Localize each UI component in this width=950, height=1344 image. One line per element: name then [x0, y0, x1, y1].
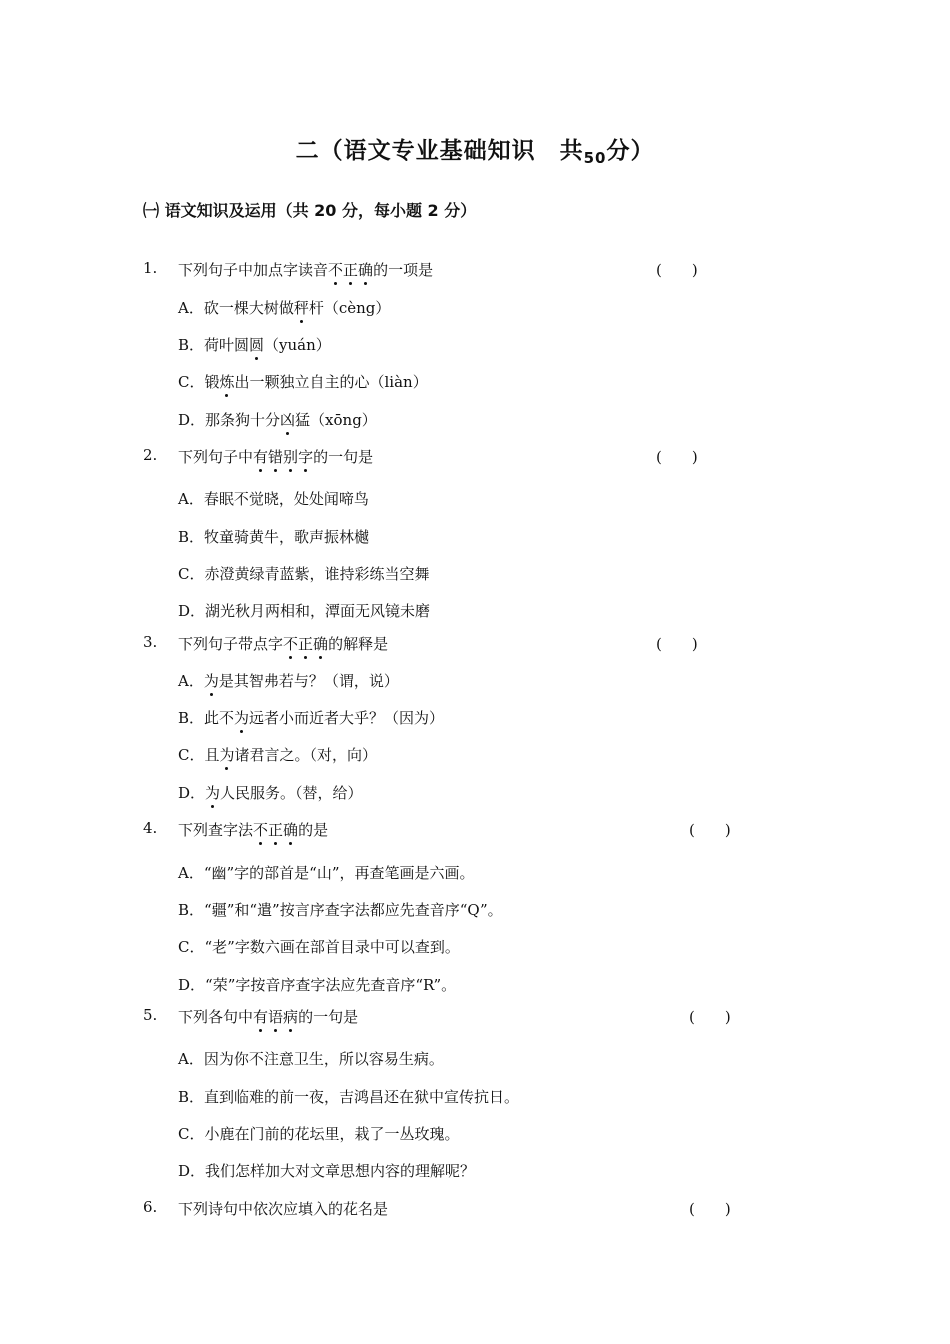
question-stem: 下列诗句中依次应填入的花名是 [178, 1200, 389, 1218]
question-stem: 下列句子中加点字读音不正确的一项是 [178, 261, 434, 279]
option-d: D．为人民服务。（替，给） [178, 784, 363, 802]
question-number: 2. [143, 446, 158, 464]
option-b: B．“疆”和“遣”按言序查字法都应先查音序“Q”。 [178, 901, 503, 919]
section-heading: ㈠ 语文知识及运用（共 20 分，每小题 2 分） [143, 201, 477, 220]
question-number: 1. [143, 259, 158, 277]
question-number: 4. [143, 819, 158, 837]
question-number: 3. [143, 633, 158, 651]
question-stem: 下列句子带点字不正确的解释是 [178, 635, 389, 653]
answer-bracket: ( ) [656, 261, 698, 279]
option-d: D．“荣”字按音序查字法应先查音序“R”。 [178, 976, 457, 994]
option-a: A．“幽”字的部首是“山”，再查笔画是六画。 [178, 864, 475, 882]
answer-bracket: ( ) [689, 821, 731, 839]
question-stem: 下列查字法不正确的是 [178, 821, 329, 839]
option-c: C．小鹿在门前的花坛里，栽了一丛玫瑰。 [178, 1125, 460, 1143]
option-c: C．赤澄黄绿青蓝紫，谁持彩练当空舞 [178, 565, 430, 583]
answer-bracket: ( ) [656, 635, 698, 653]
option-a: A．砍一棵大树做秤杆（cèng） [178, 299, 391, 317]
option-b: B．荷叶圆圆（yuán） [178, 336, 331, 354]
answer-bracket: ( ) [689, 1008, 731, 1026]
option-b: B．此不为远者小而近者大乎？（因为） [178, 709, 445, 727]
option-a: A．春眠不觉晓，处处闻啼鸟 [178, 490, 369, 508]
option-d: D．湖光秋月两相和，潭面无风镜未磨 [178, 602, 431, 620]
option-b: B．牧童骑黄牛，歌声振林樾 [178, 528, 370, 546]
option-d: D．我们怎样加大对文章思想内容的理解呢？ [178, 1162, 476, 1180]
option-c: C．锻炼出一颗独立自主的心（liàn） [178, 373, 428, 391]
option-c: C．“老”字数六画在部首目录中可以查到。 [178, 938, 460, 956]
option-c: C．且为诸君言之。（对，向） [178, 746, 378, 764]
option-a: A．因为你不注意卫生，所以容易生病。 [178, 1050, 444, 1068]
question-number: 5. [143, 1006, 158, 1024]
question-stem: 下列句子中有错别字的一句是 [178, 448, 374, 466]
question-number: 6. [143, 1198, 158, 1216]
answer-bracket: ( ) [656, 448, 698, 466]
option-d: D．那条狗十分凶猛（xōng） [178, 411, 377, 429]
option-b: B．直到临难的前一夜，吉鸿昌还在狱中宣传抗日。 [178, 1088, 520, 1106]
answer-bracket: ( ) [689, 1200, 731, 1218]
page-title: 二（语文专业基础知识 共$_{50}$分） [295, 138, 655, 167]
option-a: A．为是其智弗若与？（谓，说） [178, 672, 399, 690]
question-stem: 下列各句中有语病的一句是 [178, 1008, 359, 1026]
